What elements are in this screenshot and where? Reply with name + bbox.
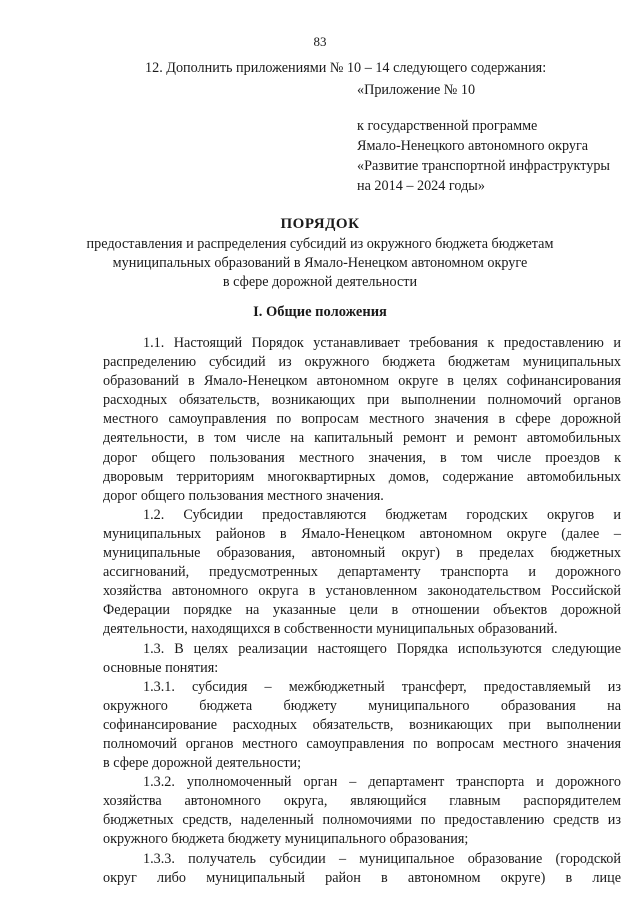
paragraph-line: ассигнований, предусмотренных департаменту транспорта и дорожного — [103, 564, 621, 581]
subtitle-line: муниципальных образований в Ямало-Ненецком автономном округе — [112, 255, 528, 271]
paragraph-line: образований в Ямало-Ненецком автономном округе в целях софинансирования — [103, 373, 621, 390]
paragraph-line: бюджетных средств, наделенный полномочиями по предоставлению средств из — [103, 812, 621, 829]
paragraph-line: округ либо муниципальный район в автономном округе) в лице — [103, 869, 621, 886]
appendix-ref-line: «Развитие транспортной инфраструктуры — [357, 158, 610, 174]
paragraph-line: деятельности, находящихся в собственности муниципальных образований. — [103, 621, 558, 638]
paragraph — [103, 640, 621, 678]
paragraph-line: расходных обязательств, возникающих при выполнении полномочий органов — [103, 392, 621, 409]
paragraph-line: полномочий органов местного самоуправления по вопросам местного значения — [103, 735, 621, 752]
paragraph-line: 1.3.2. уполномоченный орган – департамент транспорта и дорожного — [143, 774, 621, 791]
paragraph-line: местного самоуправления по вопросам местного значения в сфере дорожной — [103, 411, 621, 428]
amendment-intro: 12. Дополнить приложениями № 10 – 14 следующего содержания: — [145, 60, 547, 76]
page-number: 83 — [313, 34, 327, 49]
document-title: ПОРЯДОК — [280, 216, 360, 232]
appendix-ref-line: на 2014 – 2024 годы» — [357, 178, 485, 194]
paragraph-line: дорог общего пользования местного значения, в том числе проездов к — [103, 449, 621, 466]
subtitle-line: в сфере дорожной деятельности — [222, 274, 418, 290]
paragraph-line: софинансирование расходных обязательств, возникающих при выполнении — [103, 716, 621, 733]
paragraph — [103, 334, 621, 506]
paragraph-line: 1.1. Настоящий Порядок устанавливает требования к предоставлению и — [143, 335, 621, 351]
paragraph-line: 1.3.1. субсидия – межбюджетный трансферт, предоставляемый из — [143, 678, 621, 695]
paragraph-line: дорог общего пользования местного значения. — [103, 487, 384, 504]
paragraph-line: в сфере дорожной деятельности; — [103, 755, 302, 772]
paragraph-line: основные понятия: — [103, 659, 219, 676]
section-heading: I. Общие положения — [253, 304, 387, 320]
paragraph — [103, 850, 621, 888]
paragraph-line: муниципальных районов в Ямало-Ненецком автономном округе (далее – — [103, 525, 621, 542]
body-text — [103, 334, 621, 888]
paragraph — [103, 773, 621, 849]
paragraph-line: Федерации порядке на указанные цели в отношении объектов дорожной — [103, 602, 621, 619]
document-subtitle — [0, 235, 640, 292]
paragraph-line: 1.2. Субсидии предоставляются бюджетам городских округов и — [143, 506, 621, 523]
paragraph-line: хозяйства автономного округа, являющийся главным распорядителем — [103, 793, 621, 810]
paragraph — [103, 678, 621, 773]
paragraph — [103, 506, 621, 640]
paragraph-line: распределению субсидий из окружного бюджета бюджетам муниципальных — [103, 354, 621, 371]
paragraph-line: муниципальные образования, автономный округ) в пределах бюджетных — [103, 545, 621, 562]
paragraph-line: окружного бюджета бюджету муниципального образования на — [103, 697, 621, 714]
paragraph-line: дворовым территориям многоквартирных домов, содержание автомобильных — [103, 468, 621, 485]
appendix-title: «Приложение № 10 — [357, 82, 476, 98]
appendix-ref-line: к государственной программе — [357, 118, 538, 134]
paragraph-line: окружного бюджета бюджету муниципального образования; — [103, 831, 469, 848]
appendix-reference — [357, 116, 610, 196]
paragraph-line: 1.3.3. получатель субсидии – муниципальное образование (городской — [143, 850, 621, 867]
paragraph-line: деятельности, в том числе на капитальный ремонт и ремонт автомобильных — [103, 430, 621, 447]
subtitle-line: предоставления и распределения субсидий из окружного бюджета бюджетам — [86, 236, 554, 252]
appendix-ref-line: Ямало-Ненецкого автономного округа — [357, 138, 589, 154]
paragraph-line: 1.3. В целях реализации настоящего Порядка используются следующие — [143, 640, 621, 657]
paragraph-line: хозяйства автономного округа в установленном законодательством Российской — [103, 583, 621, 600]
